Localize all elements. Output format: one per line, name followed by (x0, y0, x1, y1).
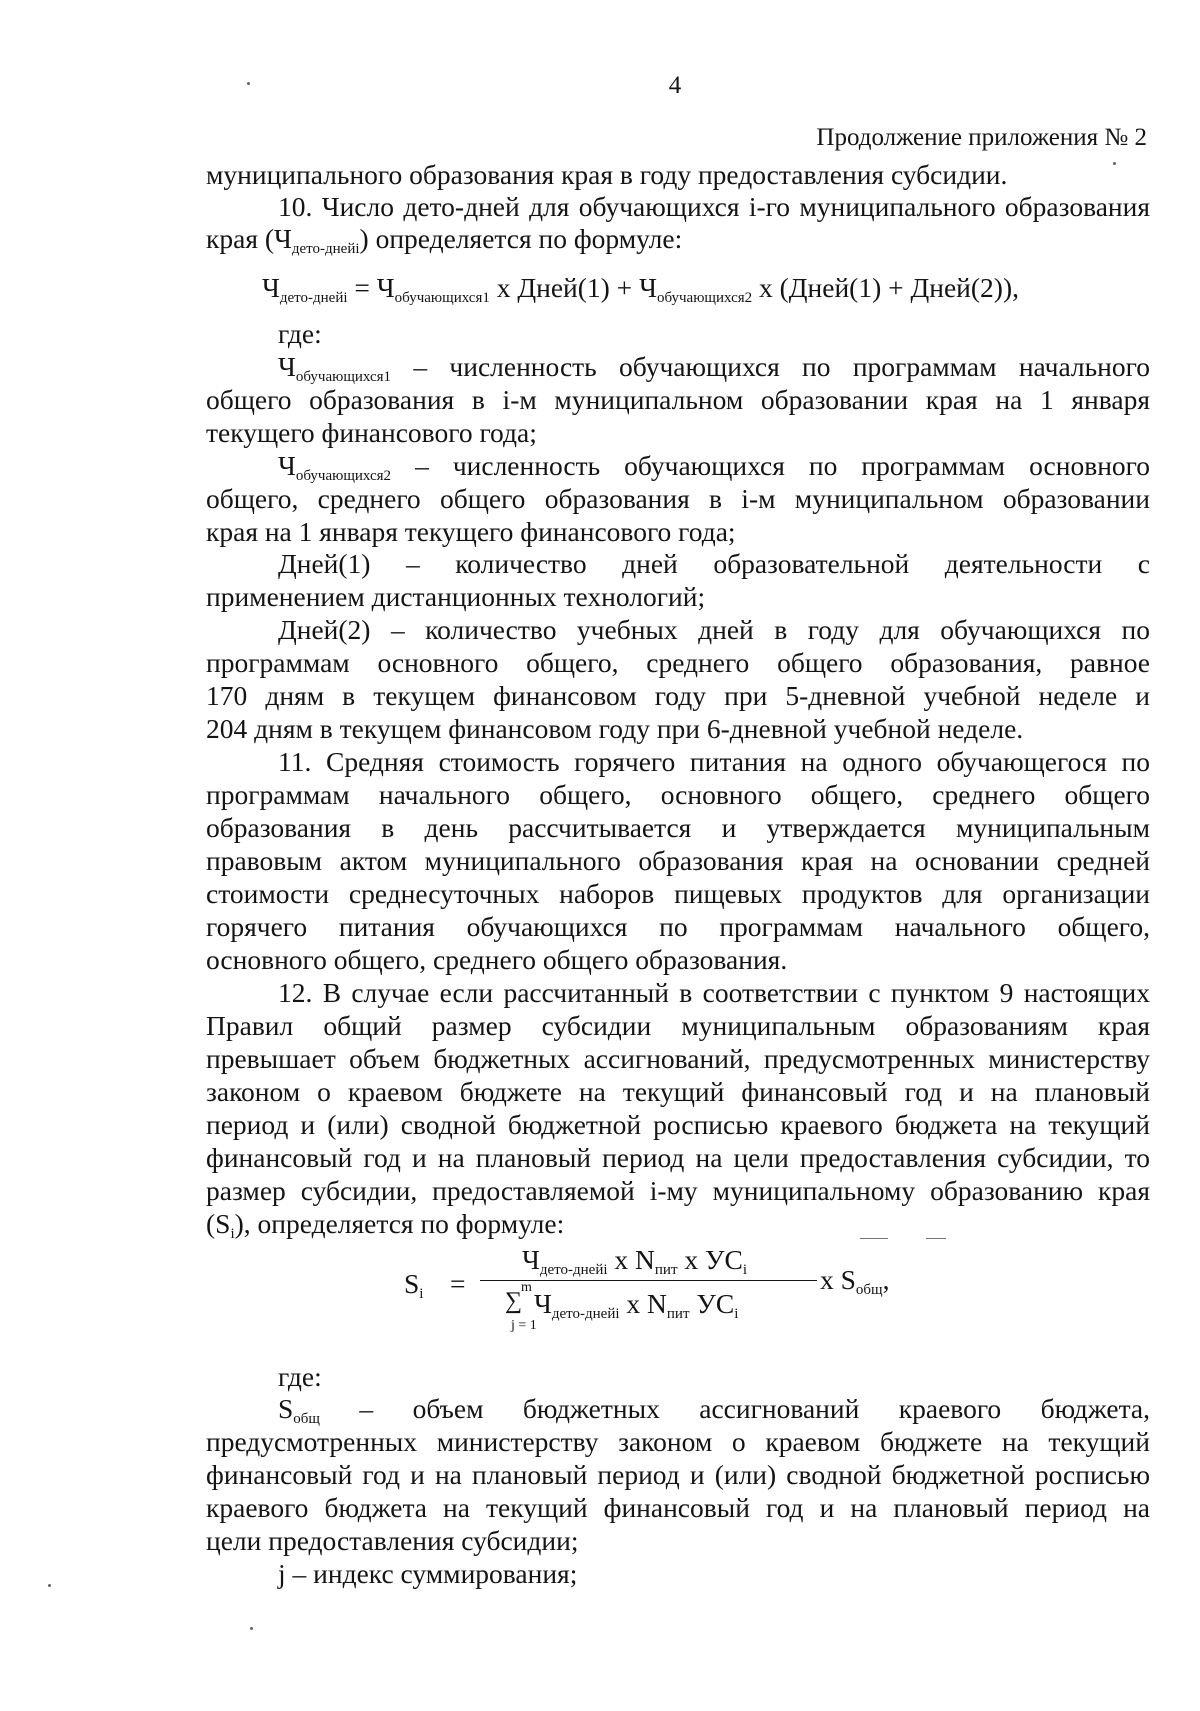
appendix-caption: Продолжение приложения № 2 (816, 124, 1147, 151)
definition-line: 204 дням в текущем финансовом году при 6-дневной учебной неделе. (206, 713, 1024, 744)
paragraph-12-line: $(S_i)$, определяется по формуле: (206, 1208, 565, 1242)
paragraph-11-line: основного общего, среднего общего образования. (206, 944, 788, 975)
sum-sign: ∑ (505, 1288, 523, 1314)
scan-speck (48, 1584, 51, 1587)
formula-child-days: $Ч_{дето-днейi} = Ч_{обучающихся1}$ х Дней(1) + $Ч_{обучающихся2}$ х (Дней(1) + Дней(2)), (262, 272, 1020, 306)
definition-line: 170 дням в текущем финансовом году при 5-дневной учебной неделе и (206, 680, 1150, 711)
definition-line: программам основного общего, среднего общего образования, равное (206, 647, 1150, 678)
paragraph-10-line: края $(Ч_{дето-днейi})$ определяется по формуле: (206, 223, 683, 257)
definition-line: предусмотренных министерству законом о краевом бюджете на текущий (206, 1426, 1150, 1457)
scan-speck (247, 82, 250, 85)
paragraph-12-line: Правил общий размер субсидии муниципальным образованиям края (206, 1010, 1150, 1041)
definition-line: $Ч_{обучающихся1}$ – численность обучающихся по программам начального (278, 351, 1150, 385)
formula-equals: = (450, 1268, 466, 1299)
definition-line: общего образования в i-м муниципальном образовании края на 1 января (206, 384, 1150, 415)
where-label: где: (278, 1361, 322, 1392)
paragraph-12-line: размер субсидии, предоставляемой i-му муниципальному образованию края (206, 1175, 1150, 1206)
formula-lhs: $S_i$ (404, 1268, 424, 1302)
definition-line: $Ч_{обучающихся2}$ – численность обучающихся по программам основного (278, 450, 1150, 484)
definition-line: j – индекс суммирования; (278, 1558, 578, 1589)
definition-line: краевого бюджета на текущий финансовый год и на плановый период на (206, 1492, 1150, 1523)
sum-lower-limit: j = 1 (511, 1318, 537, 1333)
paragraph-12-line: законом о краевом бюджете на текущий финансовый год и на плановый (206, 1076, 1150, 1107)
paragraph-11-line: 11. Средняя стоимость горячего питания на одного обучающегося по (278, 746, 1150, 777)
definition-line: финансовый год и на плановый период и (или) сводной бюджетной росписью (206, 1459, 1150, 1490)
paragraph-11-line: программам начального общего, основного общего, среднего общего (206, 779, 1150, 810)
page-number: 4 (668, 72, 682, 99)
sum-upper-limit: m (521, 1280, 532, 1295)
paragraph-11-line: образования в день рассчитывается и утверждается муниципальным (206, 812, 1150, 843)
definition-line: цели предоставления субсидии; (206, 1525, 579, 1556)
scan-mark (926, 1238, 946, 1239)
definition-line: $S_{общ}$ – объем бюджетных ассигнований краевого бюджета, (278, 1393, 1150, 1427)
paragraph-12-line: период и (или) сводной бюджетной росписью краевого бюджета на текущий (206, 1109, 1150, 1140)
paragraph-12-line: финансовый год и на плановый период на цели предоставления субсидии, то (206, 1142, 1150, 1173)
formula-multiplier: х $S_{общ}$, (820, 1264, 890, 1298)
definition-line: Дней(1) – количество дней образовательной деятельности с (278, 548, 1150, 579)
paragraph-11-line: стоимости среднесуточных наборов пищевых продуктов для организации (206, 878, 1150, 909)
definition-line: Дней(2) – количество учебных дней в году для обучающихся по (278, 614, 1150, 645)
paragraph-10-line: 10. Число дето-дней для обучающихся i-го муниципального образования (278, 191, 1150, 222)
paragraph-11-line: правовым актом муниципального образования края на основании средней (206, 845, 1150, 876)
definition-line: общего, среднего общего образования в i-м муниципальном образовании (206, 483, 1150, 514)
scan-speck (1113, 162, 1116, 165)
formula-numerator: $Ч_{дето-днейi}$ х $N_{пит}$ х $УС_i$ (522, 1244, 748, 1278)
text-line: муниципального образования края в году предоставления субсидии. (206, 159, 1008, 190)
definition-line: края на 1 января текущего финансового года; (206, 516, 736, 547)
paragraph-12-line: превышает объем бюджетных ассигнований, предусмотренных министерству (206, 1043, 1150, 1074)
definition-line: применением дистанционных технологий; (206, 581, 706, 612)
definition-line: текущего финансового года; (206, 417, 537, 448)
paragraph-12-line: 12. В случае если рассчитанный в соответствии с пунктом 9 настоящих (278, 977, 1150, 1008)
paragraph-11-line: горячего питания обучающихся по программам начального общего, (206, 911, 1150, 942)
scan-speck (250, 1627, 253, 1630)
formula-denominator: $Ч_{дето-днейi}$ х $N_{пит}$ $УС_i$ (534, 1288, 739, 1322)
where-label: где: (278, 318, 322, 349)
scan-mark (860, 1238, 888, 1239)
